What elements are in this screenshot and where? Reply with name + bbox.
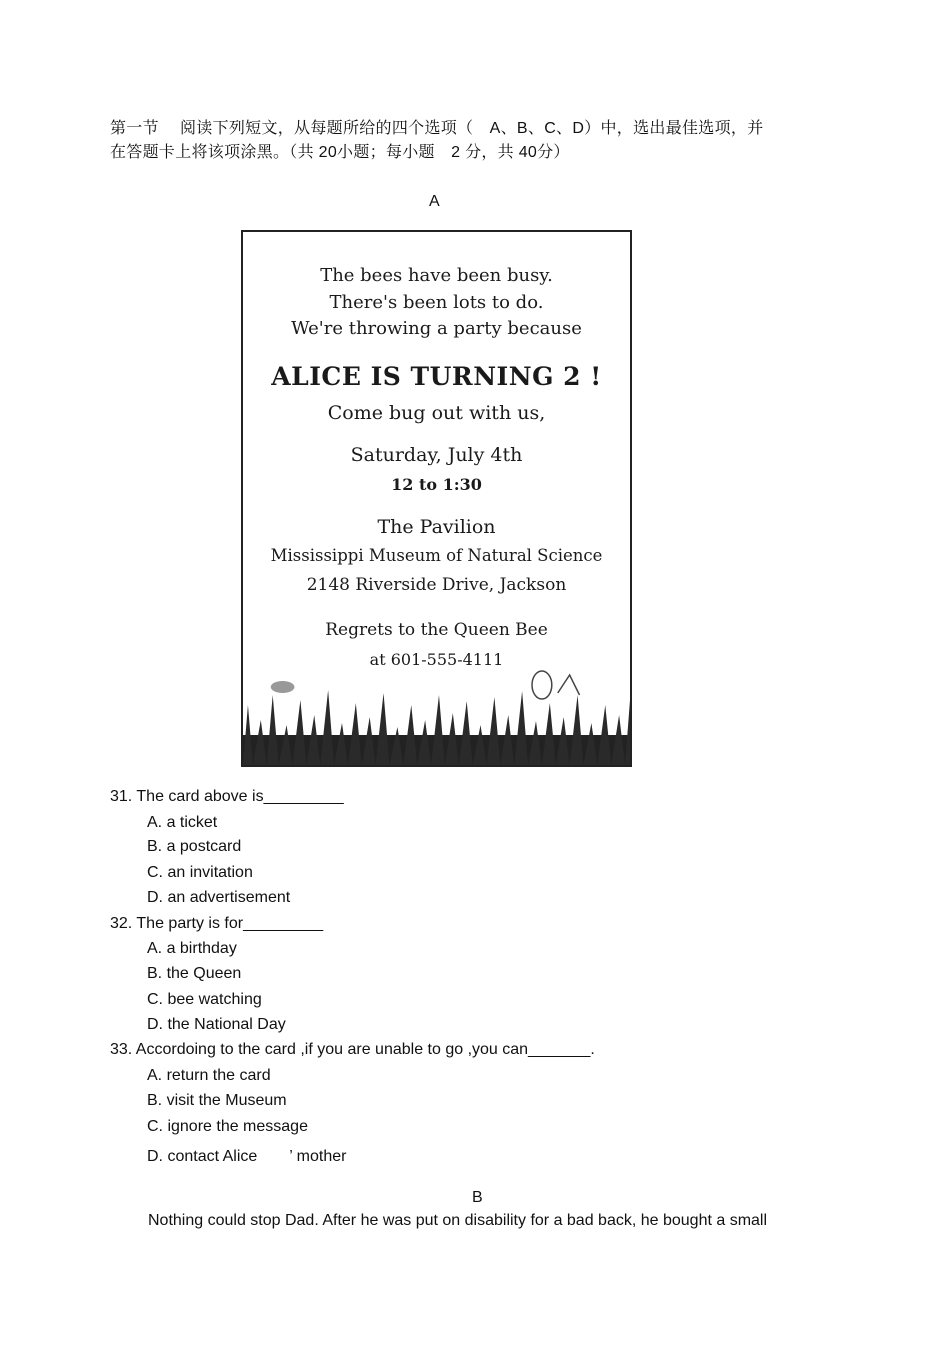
- option-b: B. a postcard: [147, 838, 242, 855]
- option-c: C. ignore the message: [147, 1118, 308, 1135]
- card-line-3: We're throwing a party because: [291, 318, 582, 339]
- card-line-2: There's been lots to do.: [329, 292, 544, 313]
- instructions-line-1: 第一节 阅读下列短文，从每题所给的四个选项（ A、B、C、D）中，选出最佳选项，并: [110, 120, 764, 137]
- question-stem: 31. The card above is_________: [110, 788, 344, 805]
- question-stem: 33. Accordoing to the card ,if you are unable to go ,you can_______.: [110, 1041, 595, 1058]
- section-a-heading: A: [429, 193, 440, 210]
- invitation-card: [241, 230, 632, 767]
- option-c: C. bee watching: [147, 991, 262, 1008]
- card-line-5: Come bug out with us,: [327, 402, 546, 424]
- card-museum: Mississippi Museum of Natural Science: [270, 546, 603, 565]
- grass-illustration: [243, 665, 630, 765]
- option-d: D. the National Day: [147, 1016, 286, 1033]
- card-phone: at 601-555-4111: [369, 650, 504, 669]
- card-venue: The Pavilion: [377, 516, 496, 538]
- option-b: B. visit the Museum: [147, 1092, 287, 1109]
- instructions-line-2: 在答题卡上将该项涂黑。（共 20小题；每小题 2 分，共 40分）: [110, 144, 570, 161]
- option-b: B. the Queen: [147, 965, 242, 982]
- instructions: [110, 117, 840, 165]
- option-c: C. an invitation: [147, 864, 253, 881]
- section-b-heading: B: [472, 1189, 483, 1206]
- card-time: 12 to 1:30: [391, 475, 482, 494]
- option-d: D. an advertisement: [147, 889, 291, 906]
- passage-b-line-1: Nothing could stop Dad. After he was put on disability for a bad back, he bought a small: [148, 1212, 768, 1229]
- card-line-1: The bees have been busy.: [320, 265, 553, 286]
- card-address: 2148 Riverside Drive, Jackson: [306, 575, 567, 595]
- card-headline: ALICE IS TURNING 2 !: [271, 362, 602, 391]
- option-a: A. a ticket: [147, 814, 218, 831]
- question-stem: 32. The party is for_________: [110, 915, 324, 932]
- option-a: A. return the card: [147, 1067, 271, 1084]
- card-date: Saturday, July 4th: [350, 444, 523, 466]
- option-d: D. contact Alice ’ mother: [147, 1148, 347, 1165]
- card-regrets: Regrets to the Queen Bee: [325, 620, 548, 640]
- option-a: A. a birthday: [147, 940, 237, 957]
